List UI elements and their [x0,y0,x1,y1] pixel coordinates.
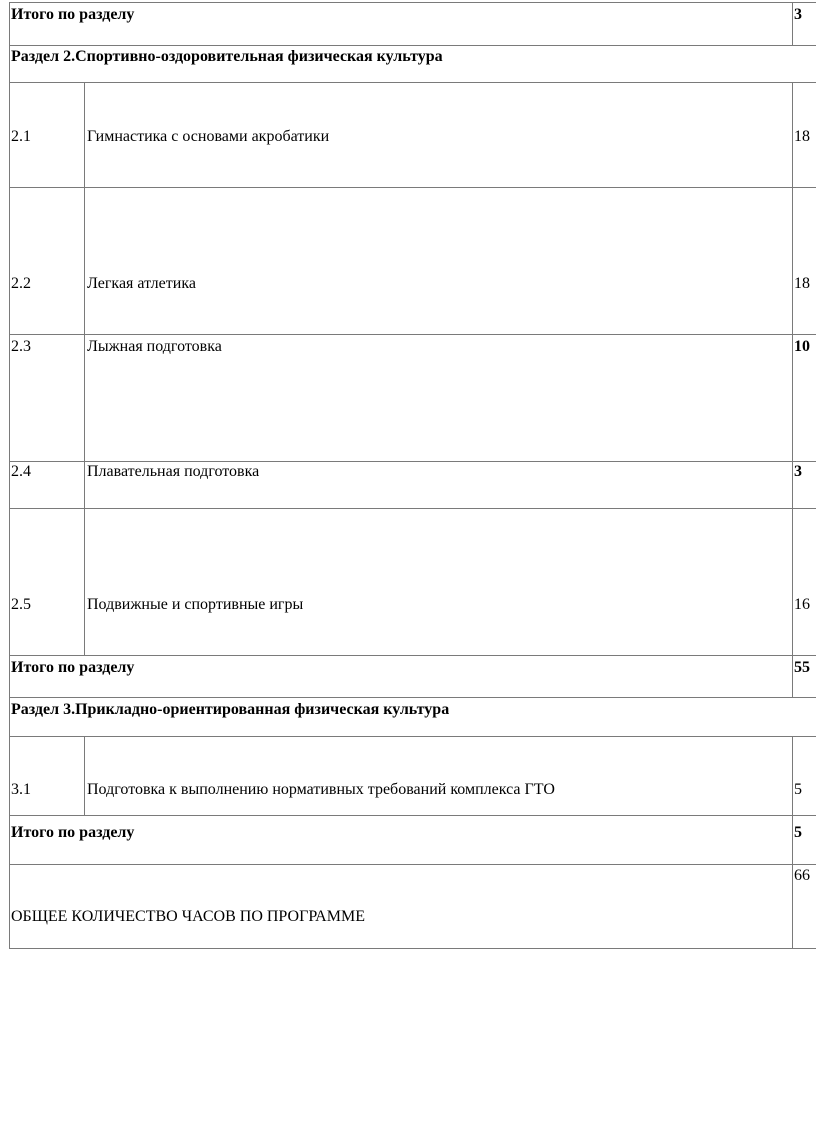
row-divider [9,864,816,865]
section-total-hours: 3 [794,6,802,23]
item-number: 2.3 [11,338,31,355]
item-name: Подвижные и спортивные игры [87,596,304,613]
number-column-divider [84,82,85,655]
row-divider [9,461,816,462]
section-total-hours: 55 [794,659,810,676]
item-number: 2.4 [11,463,31,480]
section-total-label: Итого по разделу [11,659,135,676]
item-name: Подготовка к выполнению нормативных требований комплекса ГТО [87,781,555,798]
item-name: Гимнастика с основами акробатики [87,128,330,145]
item-hours: 18 [794,128,810,145]
item-name: Лыжная подготовка [87,338,222,355]
item-hours: 16 [794,596,810,613]
section-total-label: Итого по разделу [11,824,135,841]
hours-column-divider [792,82,793,697]
row-divider [9,187,816,188]
item-number: 2.5 [11,596,31,613]
item-hours: 3 [794,463,802,480]
row-divider [9,45,816,46]
item-number: 2.2 [11,275,31,292]
item-name: Плавательная подготовка [87,463,260,480]
item-name: Легкая атлетика [87,275,196,292]
table-border-top [9,2,816,3]
number-column-divider [84,736,85,815]
item-hours: 10 [794,338,810,355]
row-divider [9,697,816,698]
hours-column-divider [792,2,793,45]
grand-total-hours: 66 [794,867,810,884]
grand-total-label: ОБЩЕЕ КОЛИЧЕСТВО ЧАСОВ ПО ПРОГРАММЕ [11,908,365,925]
item-number: 3.1 [11,781,31,798]
row-divider [9,736,816,737]
table-border-bottom [9,948,816,949]
row-divider [9,815,816,816]
item-hours: 18 [794,275,810,292]
item-number: 2.1 [11,128,31,145]
section-total-label: Итого по разделу [11,6,135,23]
row-divider [9,508,816,509]
section-total-hours: 5 [794,824,802,841]
section-title: Раздел 2.Спортивно-оздоровительная физическая культура [11,48,443,65]
row-divider [9,655,816,656]
table-border-left [9,2,10,949]
row-divider [9,334,816,335]
row-divider [9,82,816,83]
hours-column-divider [792,736,793,949]
section-title: Раздел 3.Прикладно-ориентированная физическая культура [11,701,450,718]
item-hours: 5 [794,781,802,798]
